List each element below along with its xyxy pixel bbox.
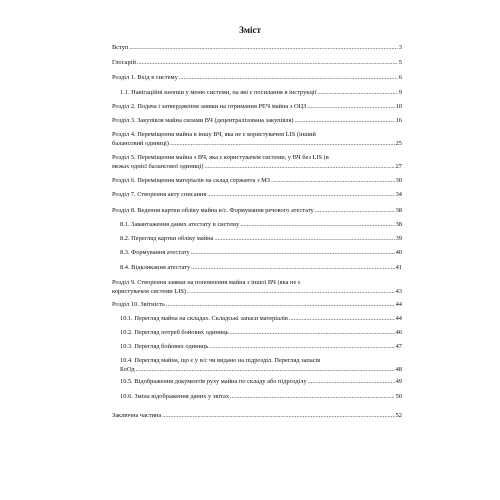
dot-leader: [187, 287, 395, 296]
toc-entry-page: 10: [395, 103, 402, 110]
toc-entry-page: 38: [395, 221, 402, 228]
dot-leader: [207, 190, 394, 199]
toc-entry-label: Глосарій: [112, 59, 136, 66]
toc-entry-page: 25: [395, 140, 402, 147]
toc-entry-label: балансовий одиниці): [112, 140, 169, 147]
toc-entry-label: 8.1. Завантаження даних атестату в систему: [120, 221, 240, 228]
toc-subentry[interactable]: [112, 248, 402, 257]
dot-leader: [315, 206, 395, 215]
toc-entry-label: 10.1. Перегляд майна на складах. Складські запаси матеріалів: [120, 315, 288, 322]
toc-entry-page: 49: [395, 378, 402, 385]
toc-entry-page: 47: [395, 343, 402, 350]
dot-leader: [191, 248, 395, 257]
toc-entry-label: Розділ 2. Подача і затвердження заявки на отримання РЕЧ майна з ОЦЗ: [112, 103, 307, 110]
dot-leader: [317, 88, 397, 97]
dot-leader: [214, 234, 394, 243]
toc-entry-line1: Розділ 5. Переміщення майна з ВЧ, яка є користувачем системи, у ВЧ без LIS (в: [112, 154, 329, 161]
dot-leader: [230, 392, 395, 401]
dot-leader: [170, 139, 395, 148]
toc-entry[interactable]: [112, 300, 402, 309]
toc-subentry[interactable]: [112, 314, 402, 323]
toc-entry-label: Розділ 10. Звітність: [112, 301, 165, 308]
toc-entry-page: 9: [398, 89, 402, 96]
toc-entry-line1: 10.4. Перегляд майна, що є у в/с чи видано на підрозділ. Перегляд запасів: [120, 357, 321, 364]
toc-entry[interactable]: [112, 130, 402, 148]
toc-entry-label: 8.3. Формування атестату: [120, 249, 190, 256]
toc-entry[interactable]: [112, 190, 402, 199]
dot-leader: [137, 58, 398, 67]
toc-entry-page: 3: [398, 44, 402, 51]
toc-entry-page: 16: [395, 117, 402, 124]
toc-entry-page: 46: [395, 329, 402, 336]
toc-entry[interactable]: [112, 43, 402, 52]
toc-entry[interactable]: [112, 411, 402, 420]
toc-entry-label: Розділ 1. Вхід в систему: [112, 74, 178, 81]
toc-subentry[interactable]: [112, 88, 402, 97]
toc-entry-label: БоОд: [120, 366, 135, 373]
toc-entry-label: Розділ 3. Закупівля майна силами ВЧ (децентралізована закупівля): [112, 117, 294, 124]
dot-leader: [205, 162, 395, 171]
toc-entry-page: 52: [395, 412, 402, 419]
toc-entry-label: 10.6. Зміна відображення даних у звітах: [120, 393, 230, 400]
toc-entry[interactable]: [112, 153, 402, 171]
toc-subentry[interactable]: [112, 263, 402, 272]
toc-entry-label: межах однієї балансової одиниці): [112, 163, 204, 170]
toc-entry-page: 41: [395, 264, 402, 271]
dot-leader: [191, 263, 394, 272]
toc-entry-label: Розділ 7. Створення акту списання: [112, 191, 207, 198]
dot-leader: [209, 342, 394, 351]
toc-entry-page: 50: [395, 393, 402, 400]
dot-leader: [295, 116, 395, 125]
toc-entry[interactable]: [112, 206, 402, 215]
toc-entry[interactable]: [112, 73, 402, 82]
toc-entry-label: Розділ 6. Переміщення матеріалів на склад сержанта з МЗ: [112, 177, 270, 184]
toc-subentry[interactable]: [112, 234, 402, 243]
toc-entry-page: 34: [395, 191, 402, 198]
toc-entry-page: 40: [395, 249, 402, 256]
dot-leader: [136, 365, 395, 374]
toc-entry-page: 6: [398, 74, 402, 81]
toc-entry-line1: Розділ 9. Створення заявки на поповнення майна з іншої ВЧ (яка не є: [112, 279, 301, 286]
toc-subentry[interactable]: [112, 392, 402, 401]
toc-entry-page: 27: [395, 163, 402, 170]
dot-leader: [240, 220, 394, 229]
dot-leader: [289, 314, 395, 323]
toc-entry-page: 30: [395, 177, 402, 184]
dot-leader: [308, 377, 395, 386]
toc-entry-page: 44: [395, 315, 402, 322]
toc-entry[interactable]: [112, 102, 402, 111]
toc-entry-label: 1.1. Навігаційні кнопки у меню системи, на які є посилання в інструкції: [120, 89, 317, 96]
toc-entry-label: Вступ: [112, 44, 129, 51]
toc-entry-page: 38: [395, 207, 402, 214]
toc-subentry[interactable]: [112, 342, 402, 351]
dot-leader: [179, 73, 398, 82]
toc-entry-label: користувачем системи LIS): [112, 288, 187, 295]
toc-entry-label: 10.2. Перегляд потреб бойових одиниць: [120, 329, 229, 336]
toc-subentry[interactable]: [112, 328, 402, 337]
dot-leader: [271, 176, 395, 185]
toc-entry[interactable]: [112, 176, 402, 185]
toc-entry-page: 5: [398, 59, 402, 66]
dot-leader: [129, 43, 397, 52]
toc-entry-label: 10.5. Відображення документів руху майна по складу або підрозділу: [120, 378, 307, 385]
toc-title: Зміст: [239, 25, 261, 35]
toc-entry-label: 10.3. Перегляд бойових одиниць: [120, 343, 209, 350]
dot-leader: [166, 300, 395, 309]
toc-entry[interactable]: [112, 278, 402, 296]
toc-entry-label: Розділ 8. Ведення картки обліку майна в/с. Формування речового атестату: [112, 207, 314, 214]
toc-entry-page: 44: [395, 301, 402, 308]
toc-entry[interactable]: [112, 116, 402, 125]
toc-subentry[interactable]: [112, 220, 402, 229]
toc-entry-page: 43: [395, 288, 402, 295]
toc-subentry[interactable]: [112, 356, 402, 374]
toc-entry-label: Заключна частина: [112, 412, 162, 419]
dot-leader: [307, 102, 394, 111]
toc-entry-page: 39: [395, 235, 402, 242]
dot-leader: [162, 411, 394, 420]
toc-entry-label: 8.4. Відкликання атестату: [120, 264, 191, 271]
toc-entry[interactable]: [112, 58, 402, 67]
toc-entry-page: 48: [395, 366, 402, 373]
dot-leader: [230, 328, 395, 337]
toc-entry-label: 8.2. Перегляд картки обліку майна: [120, 235, 214, 242]
toc-subentry[interactable]: [112, 377, 402, 386]
toc-entry-line1: Розділ 4. Переміщення майна в іншу ВЧ, яка не є користувачем LIS (інший: [112, 131, 316, 138]
